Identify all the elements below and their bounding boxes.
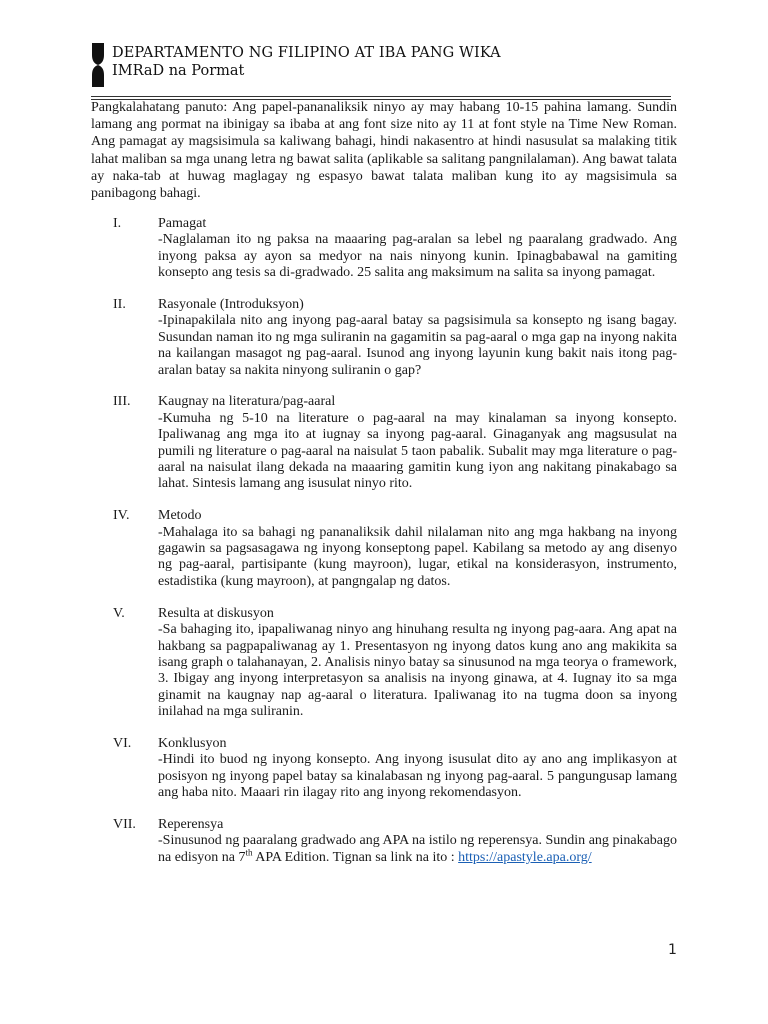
apa-style-link[interactable]: https://apastyle.apa.org/ xyxy=(458,849,592,865)
hourglass-logo-icon xyxy=(91,42,105,88)
page-number: 1 xyxy=(668,942,677,958)
section-number: III. xyxy=(113,394,131,410)
section-item xyxy=(91,394,677,492)
header-rule-top xyxy=(91,96,671,97)
section-item xyxy=(91,216,677,282)
section-number: V. xyxy=(113,605,125,621)
section-title: Konklusyon xyxy=(158,735,227,751)
section-item xyxy=(91,606,677,721)
section-number: VI. xyxy=(113,735,132,751)
references-text-start: -Sinusunod ng paaralang gradwado ang APA na istilo ng reperensya. Sundin ang pinakabago na edisyon na 7 xyxy=(158,833,677,865)
section-title: Resulta at diskusyon xyxy=(158,605,274,621)
section-body: -Kumuha ng 5-10 na literature o pag-aaral na may kinalaman sa inyong konsepto. Ipaliwanag ang mga ito at iugnay sa inyong pag-aaral. Ginaganyak ang magsusulat na pumili ng literature o pag-aaral na naisulat 5 taon pabalik. Subalit may mga literature o pag-aaral na naisulat ilang dekada na maaaring gamitin kung iyon ang nakitang pinakabago sa lahat. Sintesis lamang ang isusulat ninyo rito. xyxy=(158,410,677,492)
department-title: DEPARTAMENTO NG FILIPINO AT IBA PANG WIKA xyxy=(112,45,501,61)
superscript-th: th xyxy=(245,847,253,858)
section-title: Rasyonale (Introduksyon) xyxy=(158,297,304,313)
section-body: -Sa bahaging ito, ipapaliwanag ninyo ang hinuhang resulta ng inyong pag-aara. Ang apat na hakbang sa pagpapaliwanag ay 1. Presentasyon ng inyong datos kung ano ang makikita sa isang graph o talahanayan, 2. Analisis ninyo batay sa sinusunod na mga teorya o framework, 3. Ibigay ang inyong interpretasyon sa analisis na inyong ginawa, at 4. Iugnay ito sa mga ginamit na kaugnay nap ag-aaral o literatura. Ipaliwanag ito na tugma doon sa inyong inilahad na mga suliranin. xyxy=(158,622,677,720)
section-number: IV. xyxy=(113,508,130,524)
references-text-end: APA Edition. Tignan sa link na ito : xyxy=(252,849,459,865)
section-body: -Mahalaga ito sa bahagi ng pananaliksik dahil nilalaman nito ang mga hakbang na inyong gagawin sa pagsasagawa ng inyong konseptong papel. Kabilang sa metodo ay ang disenyo ng pag-aaral, partisipante (kung mayroon), lugar, etikal na konsiderasyon, instrumento, estadistika (kung mayroon), at pangngalap ng datos. xyxy=(158,524,677,589)
section-body: -Hindi ito buod ng inyong konsepto. Ang inyong isusulat dito ay ano ang implikasyon at posisyon ng inyong papel batay sa kinalabasan ng inyong pag-aaral. 5 pangungusap lamang ang haba nito. Maaari rin ilagay rito ang inyong rekomendasyon. xyxy=(158,752,677,801)
section-item-references xyxy=(91,817,677,866)
section-title: Kaugnay na literatura/pag-aaral xyxy=(158,394,336,410)
section-item xyxy=(91,297,677,379)
document-header xyxy=(91,42,671,88)
section-body: -Ipinapakilala nito ang inyong pag-aaral batay sa pagsisimula sa konsepto ng isang bagay. Susundan naman ito ng mga suliranin na gagamitin sa pag-aaral o mga gap na inyong nakita na kailangan masagot ng pag-aaral. Isunod ang inyong layunin kung bakit nais itong pag-aralan batay sa nakita ninyong suliranin o gap? xyxy=(158,313,677,378)
document-subtitle: IMRaD na Pormat xyxy=(112,63,245,79)
section-number: II. xyxy=(113,297,126,313)
section-item xyxy=(91,736,677,802)
section-title: Metodo xyxy=(158,508,202,524)
section-body xyxy=(158,833,677,866)
general-instructions: Pangkalahatang panuto: Ang papel-pananaliksik ninyo ay may habang 10-15 pahina lamang. Sundin lamang ang pormat na ibinigay sa ibaba at ang font size nito ay 11 at font style na Time New Roman. Ang pamagat ay magsisimula sa kaliwang bahagi, hindi nakasentro at hindi nasusulat sa malaking titik lahat maliban sa mga unang letra ng bawat salita (aplikable sa salitang pangnilalaman). Ang bawat talata ay naka-tab at huwag maglagay ng espasyo bawat talata maliban kung ito ay magsisimula sa panibagong bahagi. xyxy=(91,100,677,202)
section-number: I. xyxy=(113,216,122,231)
section-body: -Naglalaman ito ng paksa na maaaring pag-aralan sa lebel ng paaralang gradwado. Ang inyong paksa ay ayon sa medyor na nais ninyong kunin. Ipinagbabawal na gamiting konsepto ang tesis sa di-gradwado. 25 salita ang maksimum na salita sa inyong pamagat. xyxy=(158,232,677,281)
section-number: VII. xyxy=(113,816,136,832)
section-item xyxy=(91,508,677,590)
section-list xyxy=(91,216,677,882)
section-title: Pamagat xyxy=(158,216,207,231)
section-title: Reperensya xyxy=(158,816,224,832)
